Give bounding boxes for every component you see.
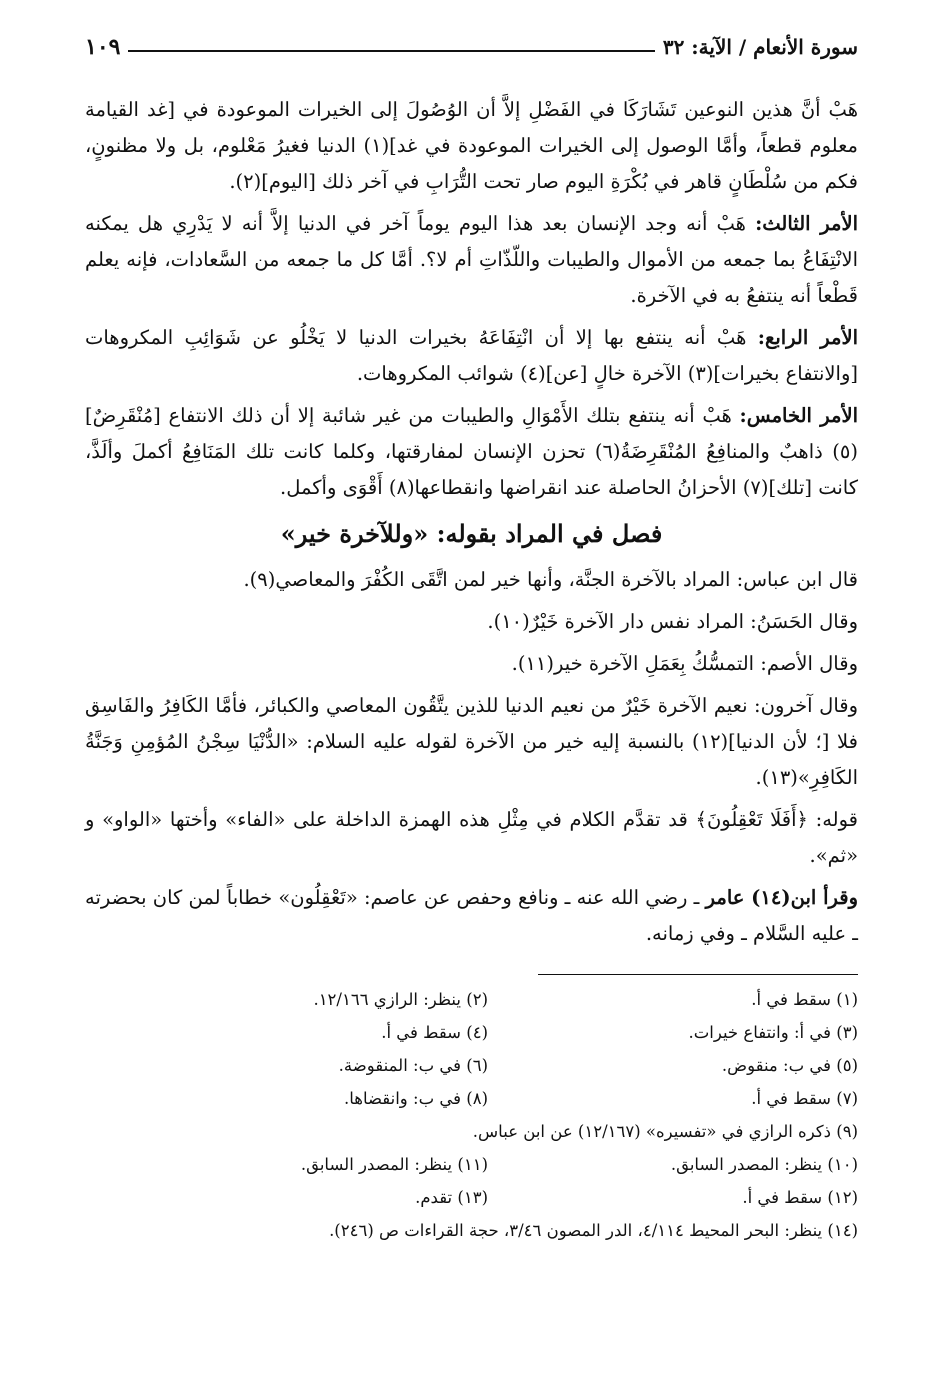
paragraph-9 xyxy=(85,802,858,874)
footnote: (٨) في ب: وانقضاها. xyxy=(343,1089,488,1108)
paragraph-text: ـ رضي الله عنه ـ ونافع وحفص عن عاصم: «تَعْقِلُون» خطاباً لمن كان بحضرته ـ عليه السَّلام ـ وفي زمانه. xyxy=(85,886,858,945)
footnote: (١٠) ينظر: المصدر السابق. xyxy=(670,1155,858,1174)
paragraph-text: هَبْ أنَّ هذين النوعين تَشَارَكَا في الفَضْلِ إلاَّ أن الوُصُولَ إلى الخيرات الموعودة في [غد القيامة معلوم قطعاً، وأمَّا الوصول إلى الخيرات الموعودة في غد](١) الدنيا فغيرُ مَعْلوم، بل ولا مظنونٍ، فكم من سُلْطَانٍ قاهر في بُكْرَةِ اليوم صار تحت التُّرَابِ في آخر ذلك [اليوم](٢). xyxy=(85,98,858,193)
footnote: (٤) سقط في أ. xyxy=(381,1023,488,1042)
paragraph-4 xyxy=(85,398,858,506)
paragraph-2 xyxy=(85,206,858,314)
running-header xyxy=(85,30,858,64)
running-title: سورة الأنعام / الآية: ٣٢ xyxy=(662,35,858,59)
footnote: (٣) في أ: وانتفاع خيرات. xyxy=(688,1023,858,1042)
paragraph-text: هَبْ أنه ينتفع بتلك الأَمْوَالِ والطيبات من غير شائبة إلا أن ذلك الانتفاع [مُنْقَرِضٌ](٥) ذاهبٌ والمنافِعُ المُنْقَرِضَةُ(٦) تحزن الإنسان لمفارقتها، وكلما كانت تلك المَنَافِعُ أكملَ وألَذَّ، كانت [تلك](٧) الأحزانُ الحاصلة عند انقراضها وانقطاعها(٨) أَقْوَى وأكمل. xyxy=(85,404,859,499)
paragraph-7 xyxy=(85,646,858,682)
paragraph-text: وقال آخرون: نعيم الآخرة خَيْرٌ من نعيم الدنيا للذين يتَّقُون المعاصي والكبائر، فأمَّا الكَافِرُ والفَاسِق فلا [؛ لأن الدنيا](١٢) بالنسبة إليه خير من الآخرة لقوله عليه السلام: «الدُّنْيَا سِجْنُ المُؤمِنِ وَجَنَّةُ الكَافِرِ»(١٣). xyxy=(85,694,858,789)
footnote-row xyxy=(85,1148,858,1181)
paragraph-1 xyxy=(85,92,858,200)
footnote: (٩) ذكره الرازي في «تفسيره» (١٢/١٦٧) عن ابن عباس. xyxy=(472,1122,858,1141)
footnote: (٧) سقط في أ. xyxy=(751,1089,858,1108)
footnote-rule xyxy=(538,974,858,975)
footnote-row xyxy=(85,1049,858,1082)
footnote: (١٣) تقدم. xyxy=(415,1188,488,1207)
footnote: (١١) ينظر: المصدر السابق. xyxy=(300,1155,488,1174)
paragraph-label: الأمر الخامس: xyxy=(739,404,858,427)
section-heading: فصل في المراد بقوله: «وللآخرة خير» xyxy=(280,519,663,548)
footnote: (١٢) سقط في أ. xyxy=(742,1188,858,1207)
paragraph-text: وقال الأصم: التمسُّكُ بِعَمَلِ الآخرة خير(١١). xyxy=(511,652,858,675)
paragraph-text: وقال الحَسَنُ: المراد نفس دار الآخرة خَيْرٌ(١٠). xyxy=(487,610,858,633)
footnote: (٢) ينظر: الرازي ١٢/١٦٦. xyxy=(313,990,488,1009)
footnote: (٦) في ب: المنقوضة. xyxy=(338,1056,488,1075)
paragraph-label: الأمر الثالث: xyxy=(755,212,858,235)
footnote: (١) سقط في أ. xyxy=(751,990,858,1009)
paragraph-5 xyxy=(85,562,858,598)
paragraph-text: هَبْ أنه وجد الإنسان بعد هذا اليوم يوماً آخر في الدنيا إلاَّ أنه لا يَدْرِي هل يمكنه الانْتِفَاعُ بما جمعه من الأموال والطيبات واللّذّاتِ أم لا؟. أمَّا كل ما جمعه من السَّعادات، فإنه يعلم قَطْعاً أنه ينتفعُ به في الآخرة. xyxy=(85,212,858,307)
paragraph-8 xyxy=(85,688,858,796)
page-number: ١٠٩ xyxy=(85,34,121,60)
paragraph-text: قوله: ﴿أَفَلَا تَعْقِلُونَ﴾ قد تقدَّم الكلام في مِثْلِ هذه الهمزة الداخلة على «الفاء» وأختها «الواو» و «ثم». xyxy=(85,808,858,867)
footnote: (١٤) ينظر: البحر المحيط ٤/١١٤، الدر المصون ٣/٤٦، حجة القراءات ص (٢٤٦). xyxy=(329,1221,858,1240)
main-text xyxy=(85,92,858,952)
paragraph-6 xyxy=(85,604,858,640)
paragraph-text: هَبْ أنه ينتفع بها إلا أن انْتِفَاعَهُ بخيرات الدنيا لا يَخْلُو عن شَوَائِبِ المكروهات [والانتفاع بخيرات](٣) الآخرة خالٍ [عن](٤) شوائب المكروهات. xyxy=(85,326,858,385)
header-rule xyxy=(128,50,654,52)
footnote-row xyxy=(85,983,858,1016)
paragraph-3 xyxy=(85,320,858,392)
footnotes xyxy=(85,983,858,1247)
footnote-row xyxy=(85,1082,858,1115)
footnote-row xyxy=(85,1016,858,1049)
paragraph-label: الأمر الرابع: xyxy=(757,326,859,349)
footnote-row xyxy=(85,1181,858,1214)
paragraph-text: قال ابن عباس: المراد بالآخرة الجنَّة، وأنها خير لمن اتَّقَى الكُفْرَ والمعاصي(٩). xyxy=(243,568,858,591)
paragraph-10 xyxy=(85,880,858,952)
footnote: (٥) في ب: منقوض. xyxy=(721,1056,858,1075)
page xyxy=(85,30,858,1247)
paragraph-label: وقرأ ابن(١٤) عامر xyxy=(705,886,859,909)
